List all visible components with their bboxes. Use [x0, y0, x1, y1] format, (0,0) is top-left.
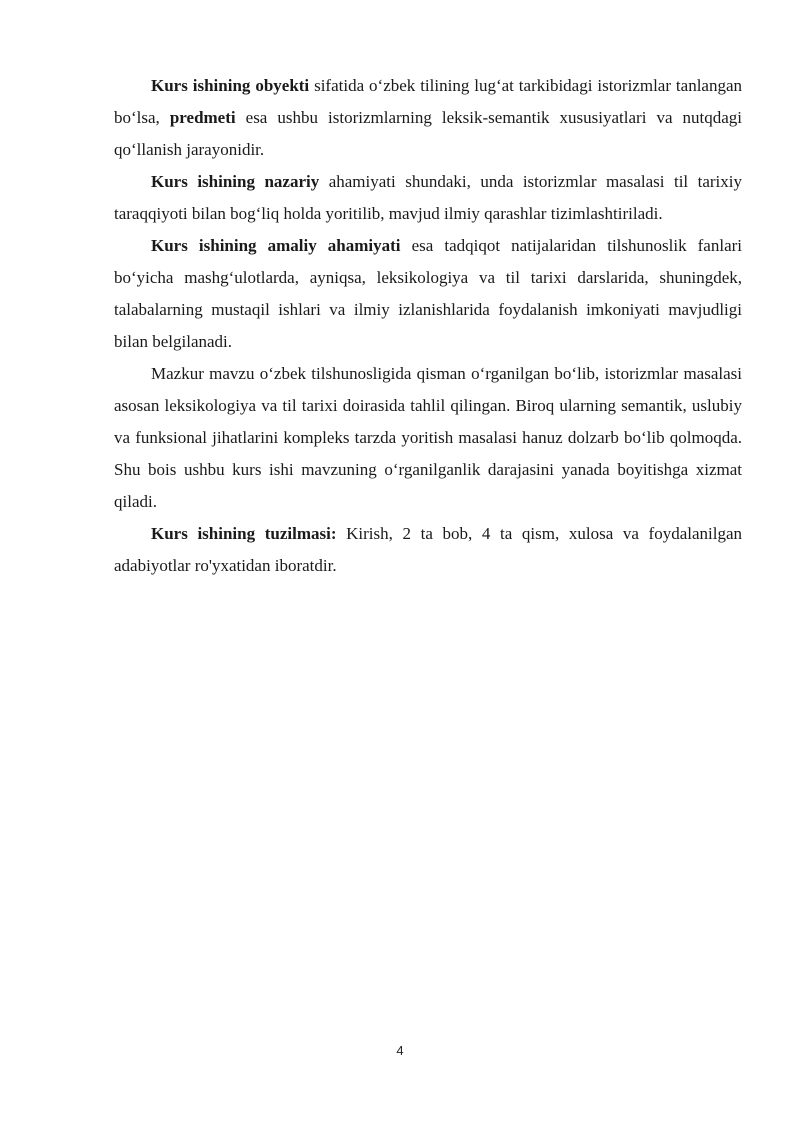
paragraph-lead: Kurs ishining nazariy [151, 172, 320, 191]
paragraph-text: ahamiyati shundaki, unda istorizmlar masalasi til tarixiy taraqqiyoti bilan bog‘liq holda yoritilib, mavjud ilmiy qarashlar tizimlashtiriladi. [114, 172, 742, 223]
paragraph-degree-of-study [114, 358, 742, 518]
document-page [114, 70, 742, 582]
paragraph-text: Mazkur mavzu o‘zbek tilshunosligida qisman o‘rganilgan bo‘lib, istorizmlar masalasi asosan leksikologiya va til tarixi doirasida tahlil qilingan. Biroq ularning semantik, uslubiy va funksional jihatlarini kompleks tarzda yoritish masalasi hanuz dolzarb bo‘lib qolmoqda. Shu bois ushbu kurs ishi mavzuning o‘rganilganlik darajasini yanada boyitishga xizmat qiladi. [114, 364, 742, 511]
paragraph-lead-secondary: predmeti [169, 108, 236, 127]
paragraph-lead: Kurs ishining obyekti [151, 76, 310, 95]
paragraph-object-subject [114, 70, 742, 166]
paragraph-practical-significance [114, 230, 742, 358]
paragraph-lead: Kurs ishining amaliy ahamiyati [151, 236, 401, 255]
paragraph-text-secondary: esa ushbu istorizmlarning leksik-semantik xususiyatlari va nutqdagi qo‘llanish jarayonidir. [114, 108, 743, 159]
paragraph-lead: Kurs ishining tuzilmasi: [151, 524, 337, 543]
paragraph-text: sifatida o‘zbek tilining lug‘at tarkibidagi istorizmlar tanlangan bo‘lsa, [114, 76, 743, 127]
page-number: 4 [396, 1043, 404, 1058]
paragraph-text: esa tadqiqot natijalaridan tilshunoslik fanlari bo‘yicha mashg‘ulotlarda, ayniqsa, leksikologiya va til tarixi darslarida, shuningdek, talabalarning mustaqil ishlari va ilmiy izlanishlarida foydalanish imkoniyati mavjudligi bilan belgilanadi. [114, 236, 742, 351]
paragraph-theoretical-significance [114, 166, 742, 230]
paragraph-text: Kirish, 2 ta bob, 4 ta qism, xulosa va foydalanilgan adabiyotlar ro'yxatidan iboratdir. [114, 524, 742, 575]
paragraph-structure [114, 518, 742, 582]
